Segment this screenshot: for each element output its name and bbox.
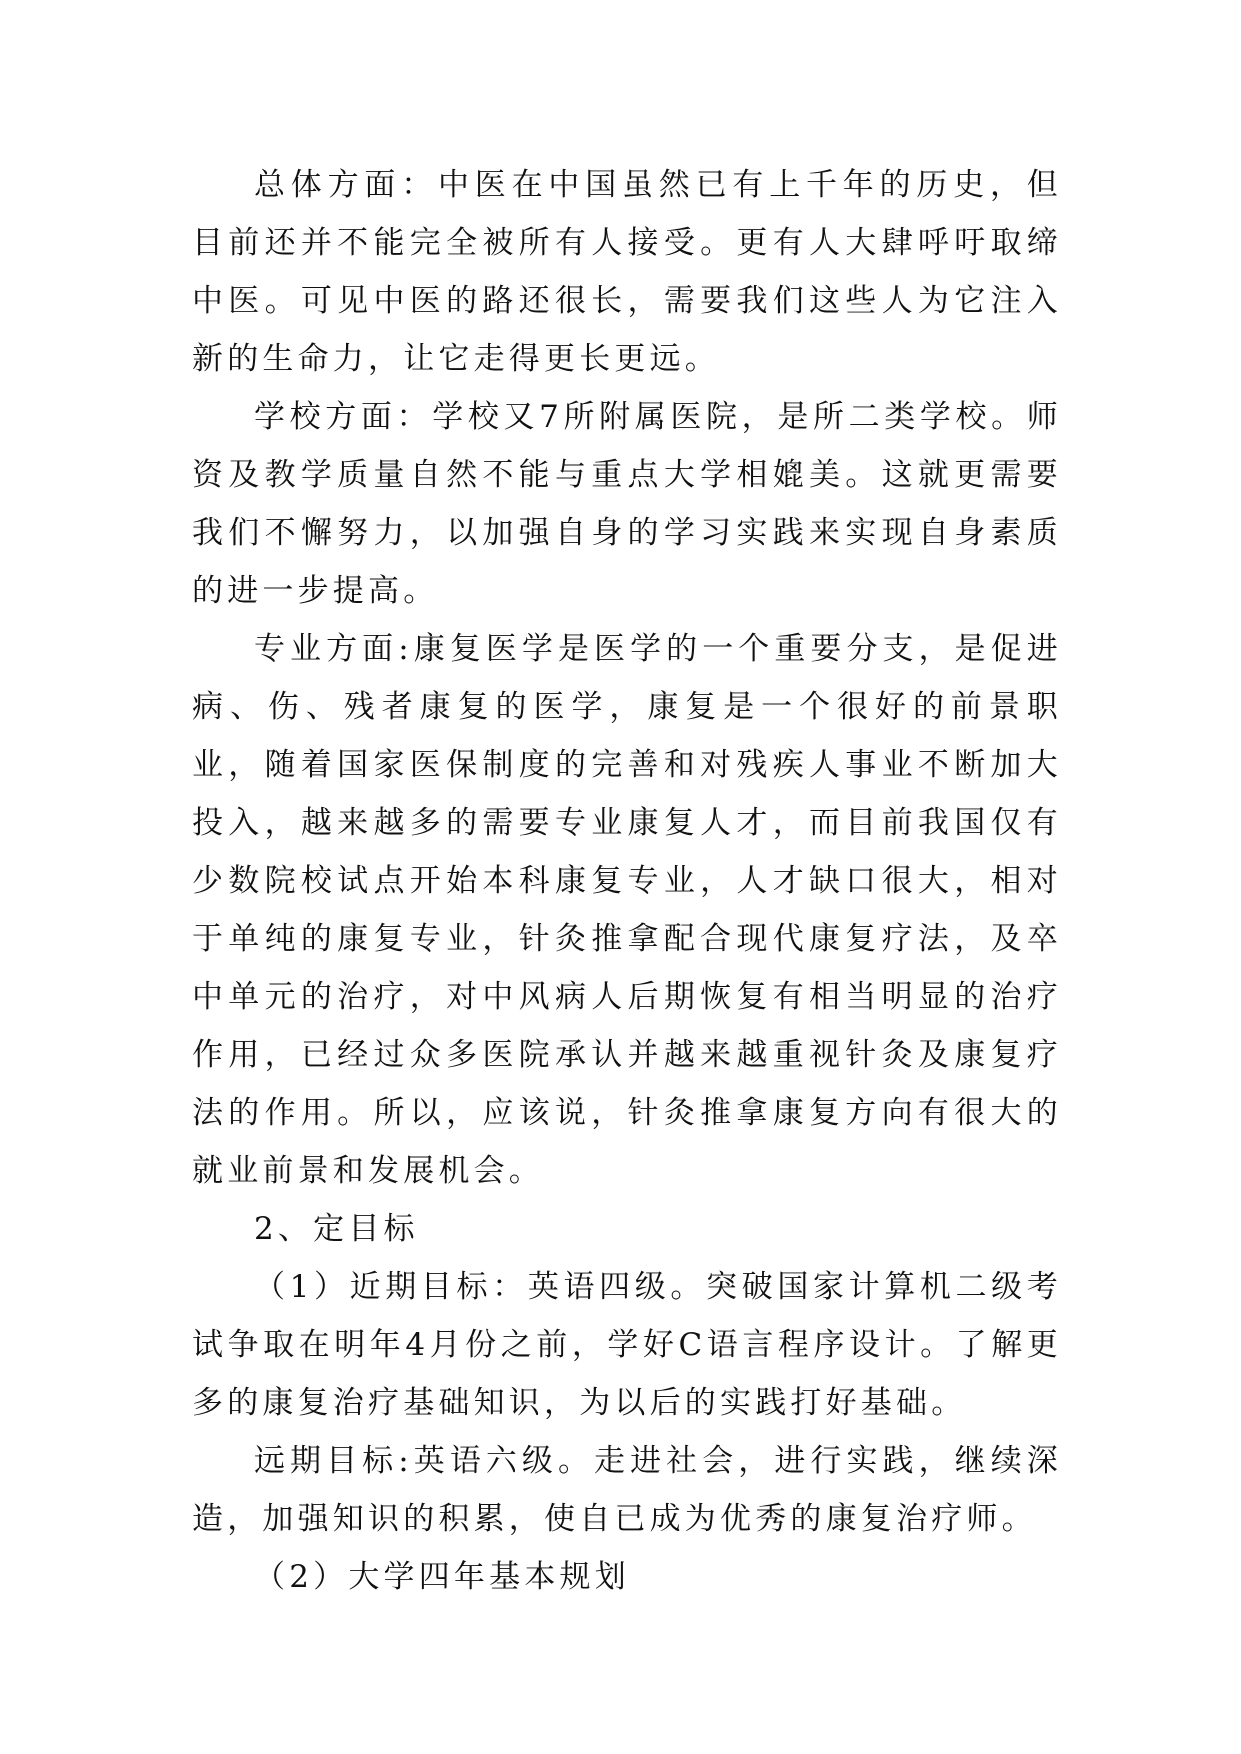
subheading-four-year-plan: （2）大学四年基本规划 [254, 1559, 630, 1595]
document-body [192, 156, 1062, 1606]
section-heading-goals: 2、定目标 [254, 1211, 419, 1247]
paragraph-major: 专业方面:康复医学是医学的一个重要分支，是促进病、伤、残者康复的医学，康复是一个很好的前景职业，随着国家医保制度的完善和对残疾人事业不断加大投入，越来越多的需要专业康复人才，而目前我国仅有少数院校试点开始本科康复专业，人才缺口很大，相对于单纯的康复专业，针灸推拿配合现代康复疗法，及卒中单元的治疗，对中风病人后期恢复有相当明显的治疗作用，已经过众多医院承认并越来越重视针灸及康复疗法的作用。所以，应该说，针灸推拿康复方向有很大的就业前景和发展机会。 [192, 631, 1062, 1189]
paragraph-short-term-goal: （1）近期目标：英语四级。突破国家计算机二级考试争取在明年4月份之前，学好C语言程序设计。了解更多的康复治疗基础知识，为以后的实践打好基础。 [192, 1269, 1062, 1421]
paragraph-overall: 总体方面：中医在中国虽然已有上千年的历史，但目前还并不能完全被所有人接受。更有人大肆呼吁取缔中医。可见中医的路还很长，需要我们这些人为它注入新的生命力，让它走得更长更远。 [192, 167, 1062, 377]
paragraph-school: 学校方面：学校又7所附属医院，是所二类学校。师资及教学质量自然不能与重点大学相媲美。这就更需要我们不懈努力，以加强自身的学习实践来实现自身素质的进一步提高。 [192, 399, 1062, 609]
paragraph-long-term-goal: 远期目标:英语六级。走进社会，进行实践，继续深造，加强知识的积累，使自已成为优秀的康复治疗师。 [192, 1443, 1062, 1537]
